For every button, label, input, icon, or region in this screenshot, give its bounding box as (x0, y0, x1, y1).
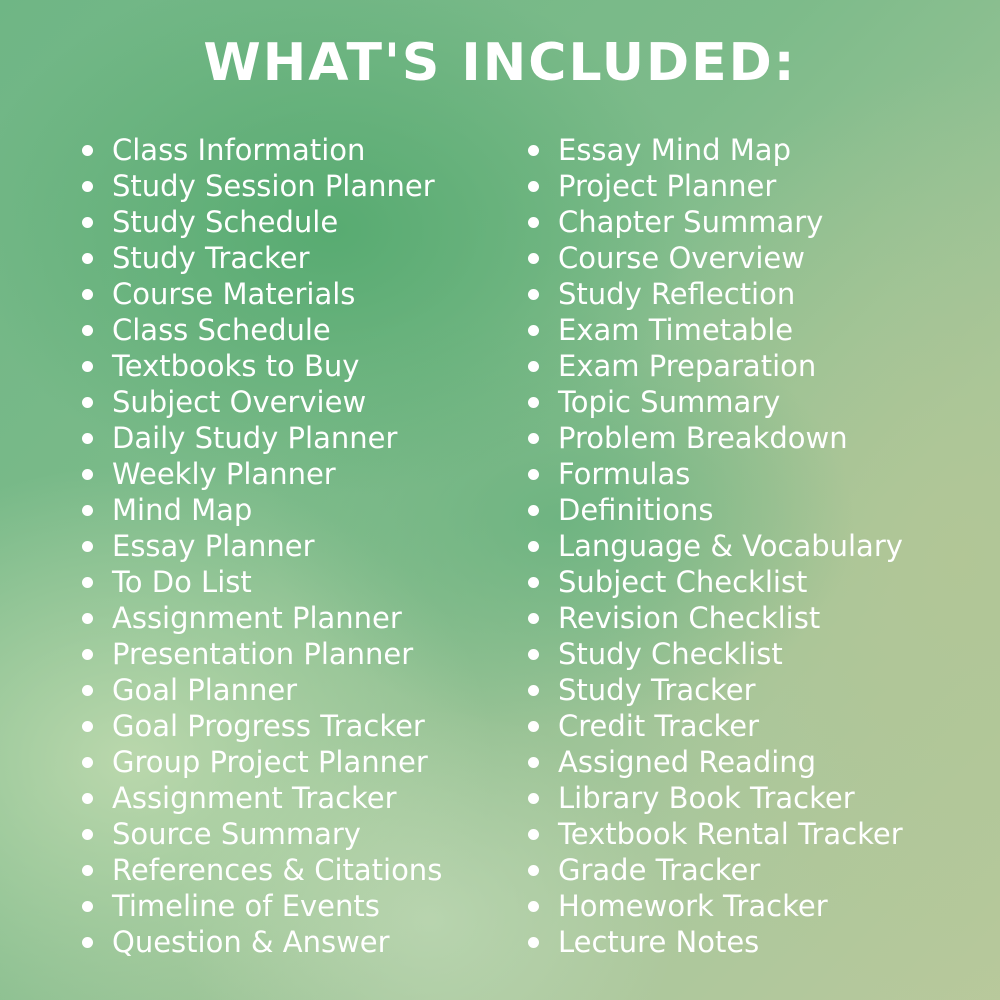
bullet-icon (82, 577, 93, 588)
bullet-icon (82, 181, 93, 192)
list-item-label: Group Project Planner (112, 745, 428, 779)
list-item (526, 636, 986, 672)
list-item-label: Study Tracker (112, 241, 310, 275)
list-item (526, 816, 986, 852)
list-item-label: References & Citations (112, 853, 443, 887)
list-item-label: Presentation Planner (112, 637, 414, 671)
list-item-label: Study Session Planner (112, 169, 435, 203)
list-item-label: Revision Checklist (558, 601, 821, 635)
list-item (526, 600, 986, 636)
bullet-icon (528, 253, 539, 264)
list-item-label: Project Planner (558, 169, 777, 203)
list-item-label: Exam Timetable (558, 313, 794, 347)
list-item-label: To Do List (112, 565, 252, 599)
list-item (80, 312, 500, 348)
bullet-icon (528, 901, 539, 912)
bullet-icon (82, 793, 93, 804)
list-item (80, 852, 500, 888)
list-item-label: Textbooks to Buy (112, 349, 360, 383)
list-item-label: Topic Summary (558, 385, 781, 419)
bullet-icon (82, 649, 93, 660)
list-item (80, 492, 500, 528)
list-item-label: Essay Mind Map (558, 133, 791, 167)
bullet-icon (528, 361, 539, 372)
bullet-icon (82, 541, 93, 552)
bullet-icon (82, 613, 93, 624)
list-item-label: Language & Vocabulary (558, 529, 903, 563)
list-item-label: Class Schedule (112, 313, 331, 347)
list-item (80, 168, 500, 204)
list-item (80, 672, 500, 708)
list-item (526, 420, 986, 456)
list-item (80, 636, 500, 672)
bullet-icon (528, 649, 539, 660)
list-item-label: Goal Progress Tracker (112, 709, 425, 743)
bullet-icon (528, 865, 539, 876)
list-item (80, 456, 500, 492)
list-item-label: Timeline of Events (112, 889, 380, 923)
list-item-label: Study Tracker (558, 673, 756, 707)
list-item-label: Subject Overview (112, 385, 367, 419)
bullet-icon (528, 937, 539, 948)
list-item-label: Source Summary (112, 817, 361, 851)
bullet-icon (82, 685, 93, 696)
bullet-icon (82, 325, 93, 336)
bullet-icon (528, 325, 539, 336)
list-item (80, 384, 500, 420)
bullet-icon (528, 433, 539, 444)
bullet-icon (82, 829, 93, 840)
bullet-icon (528, 793, 539, 804)
bullet-icon (528, 685, 539, 696)
list-item-label: Credit Tracker (558, 709, 760, 743)
bullet-icon (82, 937, 93, 948)
list-item-label: Course Materials (112, 277, 356, 311)
page-title: WHAT'S INCLUDED: (203, 33, 797, 93)
bullet-icon (528, 613, 539, 624)
list-item (526, 564, 986, 600)
bullet-icon (528, 541, 539, 552)
list-item (526, 780, 986, 816)
list-item-label: Lecture Notes (558, 925, 760, 959)
list-item (526, 132, 986, 168)
list-item (526, 204, 986, 240)
list-item-label: Definitions (558, 493, 714, 527)
list-item (526, 888, 986, 924)
bullet-icon (82, 433, 93, 444)
list-item-label: Problem Breakdown (558, 421, 848, 455)
bullet-icon (82, 289, 93, 300)
bullet-icon (528, 757, 539, 768)
bullet-icon (82, 361, 93, 372)
list-item (80, 420, 500, 456)
list-item (526, 528, 986, 564)
list-item-label: Study Reflection (558, 277, 796, 311)
list-item (80, 204, 500, 240)
list-item (80, 888, 500, 924)
list-item-label: Chapter Summary (558, 205, 824, 239)
bullet-icon (82, 253, 93, 264)
list-item-label: Library Book Tracker (558, 781, 855, 815)
list-item (80, 528, 500, 564)
bullet-icon (528, 181, 539, 192)
list-item-label: Study Schedule (112, 205, 339, 239)
list-item (526, 744, 986, 780)
list-item (80, 708, 500, 744)
list-item (526, 384, 986, 420)
included-list-right (526, 132, 986, 960)
list-item (526, 456, 986, 492)
bullet-icon (528, 397, 539, 408)
list-item (526, 240, 986, 276)
list-item (80, 348, 500, 384)
list-item-label: Formulas (558, 457, 691, 491)
bullet-icon (528, 721, 539, 732)
list-item (80, 744, 500, 780)
list-item-label: Class Information (112, 133, 366, 167)
list-item (80, 600, 500, 636)
list-item-label: Textbook Rental Tracker (558, 817, 903, 851)
bullet-icon (528, 505, 539, 516)
bullet-icon (528, 289, 539, 300)
list-item (80, 276, 500, 312)
list-item (526, 276, 986, 312)
list-item (526, 708, 986, 744)
list-item (80, 816, 500, 852)
list-item-label: Homework Tracker (558, 889, 828, 923)
list-item-label: Study Checklist (558, 637, 783, 671)
list-item-label: Course Overview (558, 241, 805, 275)
bullet-icon (82, 145, 93, 156)
bullet-icon (82, 721, 93, 732)
list-item (526, 924, 986, 960)
bullet-icon (528, 829, 539, 840)
list-item (80, 924, 500, 960)
list-item (526, 852, 986, 888)
list-item (80, 564, 500, 600)
list-item (526, 168, 986, 204)
list-item-label: Daily Study Planner (112, 421, 398, 455)
list-item-label: Mind Map (112, 493, 253, 527)
list-item-label: Grade Tracker (558, 853, 761, 887)
list-item (80, 132, 500, 168)
included-list-left (80, 132, 500, 960)
list-item-label: Exam Preparation (558, 349, 817, 383)
bullet-icon (528, 145, 539, 156)
bullet-icon (528, 217, 539, 228)
list-item-label: Assignment Tracker (112, 781, 397, 815)
list-item-label: Assigned Reading (558, 745, 817, 779)
list-item (526, 672, 986, 708)
list-item (80, 780, 500, 816)
list-item-label: Goal Planner (112, 673, 298, 707)
bullet-icon (528, 577, 539, 588)
bullet-icon (82, 901, 93, 912)
list-item (526, 492, 986, 528)
list-item-label: Question & Answer (112, 925, 390, 959)
list-item-label: Essay Planner (112, 529, 315, 563)
list-item-label: Assignment Planner (112, 601, 402, 635)
bullet-icon (82, 469, 93, 480)
list-item (526, 312, 986, 348)
bullet-icon (528, 469, 539, 480)
list-item (526, 348, 986, 384)
bullet-icon (82, 757, 93, 768)
list-item (80, 240, 500, 276)
list-item-label: Weekly Planner (112, 457, 336, 491)
bullet-icon (82, 865, 93, 876)
list-item-label: Subject Checklist (558, 565, 808, 599)
bullet-icon (82, 217, 93, 228)
bullet-icon (82, 505, 93, 516)
bullet-icon (82, 397, 93, 408)
